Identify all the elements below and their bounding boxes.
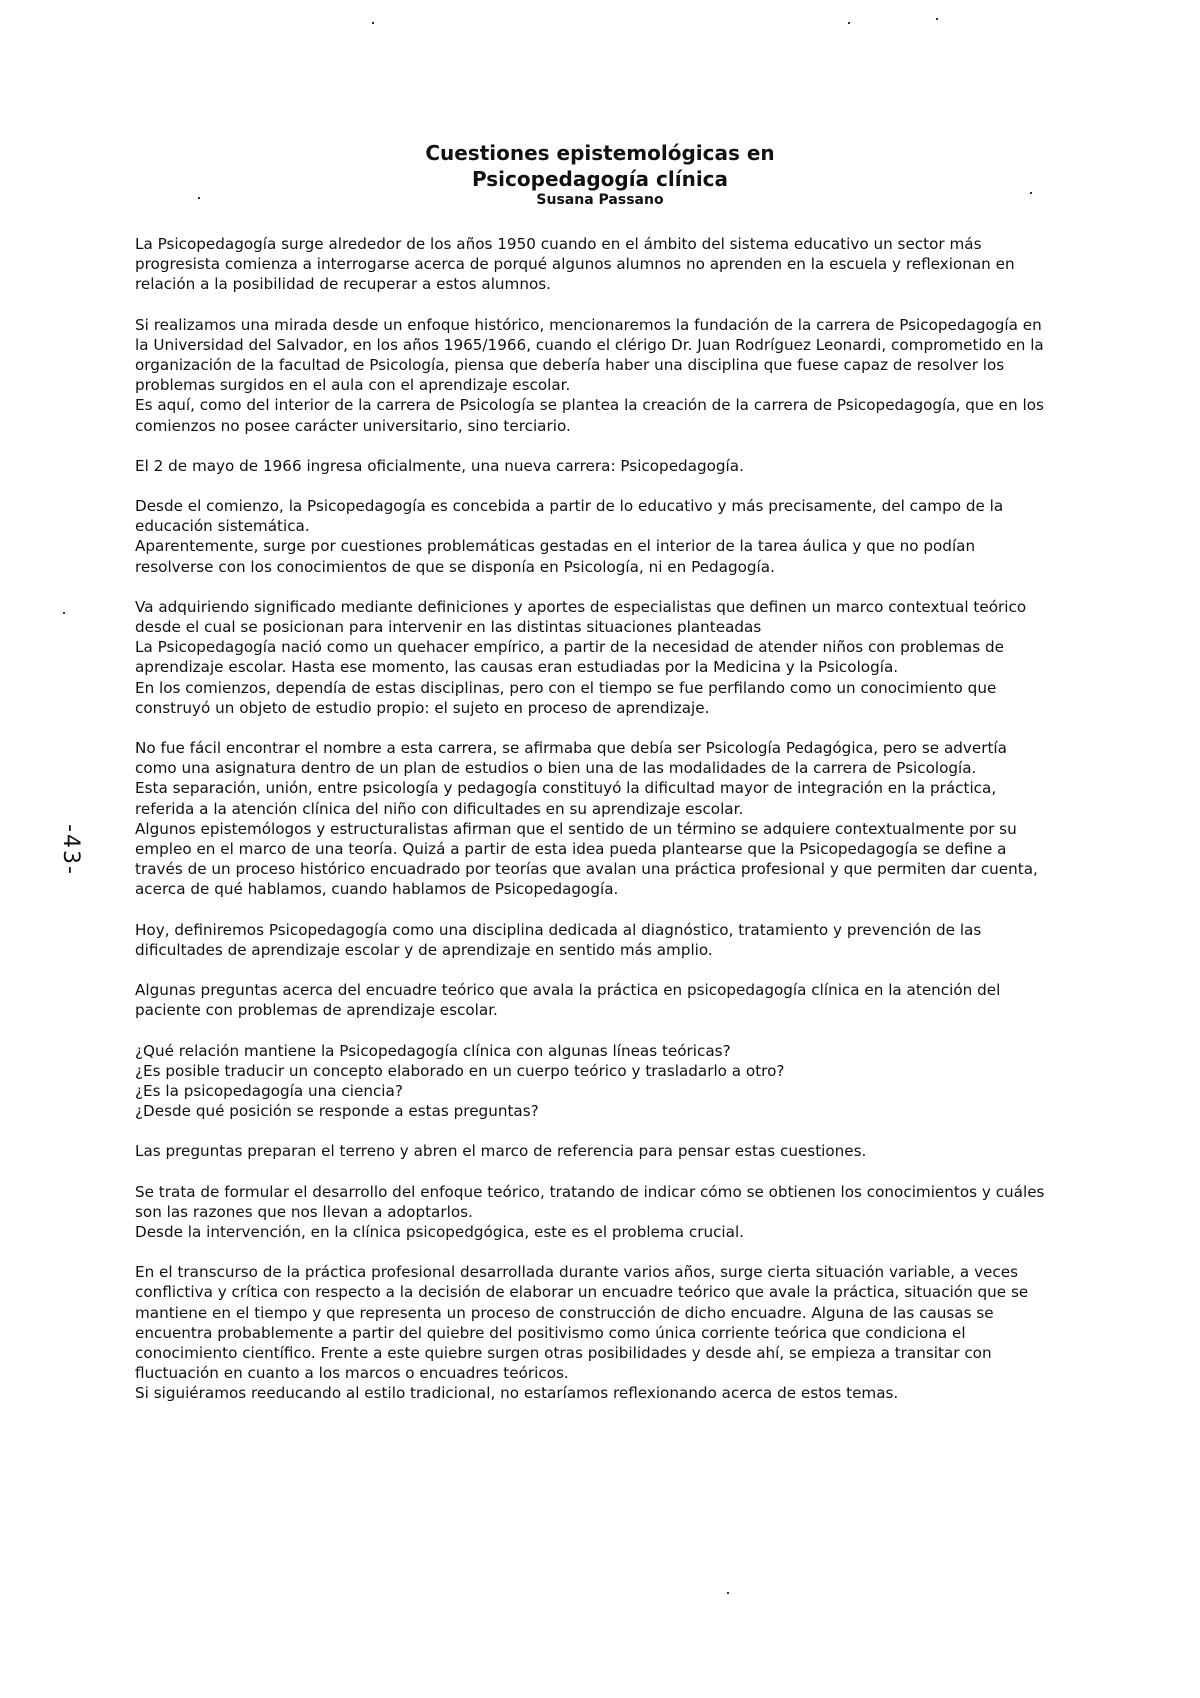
page-number: -43- [58,824,83,876]
paragraph-text: ¿Qué relación mantiene la Psicopedagogía clínica con algunas líneas teóricas? [135,1041,731,1060]
scan-speck [372,22,374,24]
paragraph-text: No fue fácil encontrar el nombre a esta carrera, se afirmaba que debía ser Psicología Pedagógica, pero se advertía como una asignatura dentro de un plan de estudios o bien una de las modalidades de la carrera de Psicología. [135,739,1007,778]
title-line-2: Psicopedagogía clínica [471,167,729,191]
paragraph-text: El 2 de mayo de 1966 ingresa oficialmente, una nueva carrera: Psicopedagogía. [135,456,744,475]
paragraph [135,597,1050,718]
scan-speck [1030,192,1032,194]
paragraph [135,1182,1050,1243]
paragraph-text: Se trata de formular el desarrollo del enfoque teórico, tratando de indicar cómo se obtienen los conocimientos y cuáles son las razones que nos llevan a adoptarlos. [135,1182,1045,1221]
paragraph-text: La Psicopedagogía nació como un quehacer empírico, a partir de la necesidad de atender niños con problemas de aprendizaje escolar. Hasta ese momento, las causas eran estudiadas por la Medicina y la Psicología. [135,638,1004,677]
paragraph-text: Va adquiriendo significado mediante definiciones y aportes de especialistas que definen un marco contextual teórico desde el cual se posicionan para intervenir en las distintas situaciones planteadas [135,597,1027,637]
paragraph [135,920,1050,960]
paragraph [135,980,1050,1020]
paragraph-text: La Psicopedagogía surge alrededor de los años 1950 cuando en el ámbito del sistema educativo un sector más progresista comienza a interrogarse acerca de porqué algunos alumnos no aprenden en la escuela y reflexionan en relación a la posibilidad de recuperar a estos alumnos. [135,235,1015,294]
paragraph-text: ¿Es posible traducir un concepto elaborado en un cuerpo teórico y trasladarlo a otro? [135,1061,785,1080]
document-author: Susana Passano [536,192,664,208]
paragraph [135,456,1050,476]
paragraph-text: Desde el comienzo, la Psicopedagogía es concebida a partir de lo educativo y más precisamente, del campo de la educación sistemática. [135,497,1004,536]
scan-speck [63,612,65,614]
paragraph-text: Las preguntas preparan el terreno y abren el marco de referencia para pensar estas cuestiones. [135,1142,867,1161]
scan-speck [848,22,850,24]
paragraph [135,1262,1050,1403]
paragraph [135,234,1050,295]
scan-speck [936,18,938,20]
paragraph-text: Si realizamos una mirada desde un enfoque histórico, mencionaremos la fundación de la carrera de Psicopedagogía en la Universidad del Salvador, en los años 1965/1966, cuando el clérigo Dr. Juan Rodríguez Leonardi, comprometido en la organización de la facultad de Psicología, piensa que debería haber una disciplina que fuese capaz de resolver los problemas surgidos en el aula con el aprendizaje escolar. [135,315,1044,395]
paragraph [135,496,1050,577]
paragraph-text: Algunas preguntas acerca del encuadre teórico que avala la práctica en psicopedagogía clínica en la atención del paciente con problemas de aprendizaje escolar. [135,981,1001,1020]
scan-speck [198,197,200,199]
paragraph-text: Aparentemente, surge por cuestiones problemáticas gestadas en el interior de la tarea áulica y que no podían resolverse con los conocimientos de que se disponía en Psicología, ni en Pedagogía. [135,537,976,576]
paragraph-text: ¿Desde qué posición se responde a estas preguntas? [135,1102,539,1121]
paragraph [135,315,1050,436]
paragraph [135,1041,1050,1122]
scan-speck [727,1592,729,1594]
paragraph-text: Si siguiéramos reeducando al estilo tradicional, no estaríamos reflexionando acerca de estos temas. [135,1384,899,1403]
paragraph-text: Algunos epistemólogos y estructuralistas afirman que el sentido de un término se adquiere contextualmente por su empleo en el marco de una teoría. Quizá a partir de esta idea pueda plantearse que la Psicopedagogía se define a través de un proceso histórico encuadrado por teorías que avalan una práctica profesional y que permiten dar cuenta, acerca de qué hablamos, cuando hablamos de Psicopedagogía. [135,819,1038,899]
paragraph-text: Hoy, definiremos Psicopedagogía como una disciplina dedicada al diagnóstico, tratamiento y prevención de las dificultades de aprendizaje escolar y de aprendizaje en sentido más amplio. [135,920,982,959]
paragraph-text: Es aquí, como del interior de la carrera de Psicología se plantea la creación de la carrera de Psicopedagogía, que en los comienzos no posee carácter universitario, sino terciario. [135,396,1044,435]
paragraph-text: En el transcurso de la práctica profesional desarrollada durante varios años, surge cierta situación variable, a veces conflictiva y crítica con respecto a la decisión de elaborar un encuadre teórico que avale la práctica, situación que se mantiene en el tiempo y que representa un proceso de construcción de dicho encuadre. Alguna de las causas se encuentra probablemente a partir del quiebre del positivismo como única corriente teórica que condiciona el conocimiento científico. Frente a este quiebre surgen otras posibilidades y desde ahí, se empieza a transitar con fluctuación en cuanto a los marcos o encuadres teóricos. [135,1263,1029,1383]
paragraph-text: En los comienzos, dependía de estas disciplinas, pero con el tiempo se fue perfilando como un conocimiento que construyó un objeto de estudio propio: el sujeto en proceso de aprendizaje. [135,678,997,717]
document-body [135,234,1050,1424]
paragraph [135,738,1050,900]
paragraph [135,1141,1050,1161]
title-line-1: Cuestiones epistemológicas en [425,141,775,165]
document-title [0,140,1200,192]
paragraph-text: Esta separación, unión, entre psicología y pedagogía constituyó la dificultad mayor de integración en la práctica, referida a la atención clínica del niño con dificultades en su aprendizaje escolar. [135,779,997,818]
paragraph-text: ¿Es la psicopedagogía una ciencia? [135,1081,403,1100]
paragraph-text: Desde la intervención, en la clínica psicopedgógica, este es el problema crucial. [135,1222,744,1241]
